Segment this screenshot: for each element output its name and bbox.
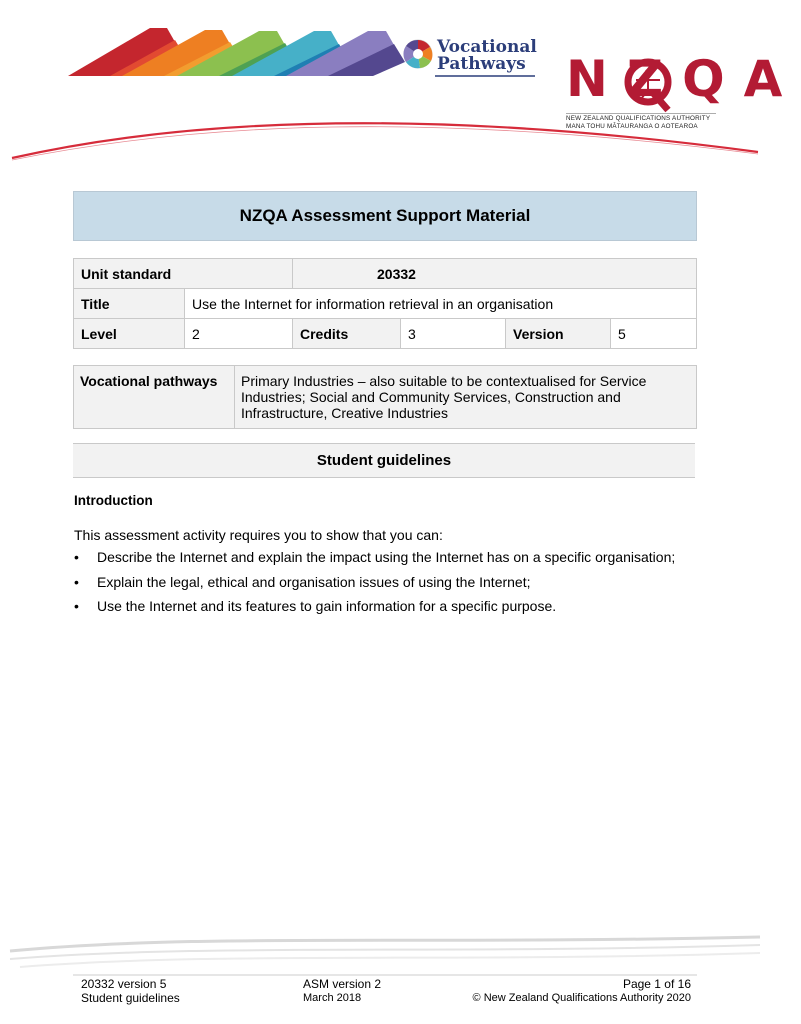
unit-standard-label: Unit standard — [74, 259, 293, 289]
unit-info-table — [73, 258, 697, 349]
list-item: • Describe the Internet and explain the impact using the Internet has on a specific organisation; — [74, 547, 675, 572]
credits-value: 3 — [401, 319, 506, 349]
table-row — [74, 289, 697, 319]
introduction-heading: Introduction — [74, 493, 153, 508]
footer-page-number: Page 1 of 16 — [622, 977, 691, 991]
table-row — [74, 259, 697, 289]
level-label: Level — [74, 319, 185, 349]
version-label: Version — [506, 319, 611, 349]
footer-asm-version: ASM version 2 — [303, 977, 382, 991]
footer-unit-version: 20332 version 5 — [81, 977, 167, 991]
vocational-pathways-table — [73, 365, 697, 429]
level-value: 2 — [185, 319, 293, 349]
nzqa-logo-nz — [566, 50, 801, 108]
vocational-pathways-value: Primary Industries – also suitable to be contextualised for Service Industries; Social and Community Services, Construction and Infrastructure, Creative Industries — [235, 366, 697, 429]
table-row — [74, 319, 697, 349]
student-guidelines-heading: Student guidelines — [73, 443, 695, 478]
introduction-bullet-list — [74, 547, 675, 621]
introduction-text: This assessment activity requires you to show that you can: — [74, 527, 443, 543]
title-label: Title — [74, 289, 185, 319]
footer-date: March 2018 — [303, 992, 362, 1004]
credits-label: Credits — [293, 319, 401, 349]
list-item: • Explain the legal, ethical and organisation issues of using the Internet; — [74, 572, 675, 597]
vp-logo-line2: Pathways — [437, 54, 526, 74]
footer-doc-type: Student guidelines — [81, 991, 180, 1005]
pathways-stripes-graphic — [68, 28, 405, 76]
version-value: 5 — [611, 319, 697, 349]
document-title: NZQA Assessment Support Material — [73, 191, 697, 241]
vocational-pathways-label: Vocational pathways — [74, 366, 235, 429]
footer-right — [473, 977, 691, 1005]
title-value: Use the Internet for information retrieval in an organisation — [185, 289, 697, 319]
footer-left — [81, 977, 180, 1005]
footer-copyright: © New Zealand Qualifications Authority 2020 — [472, 992, 691, 1004]
list-item: • Use the Internet and its features to gain information for a specific purpose. — [74, 596, 675, 621]
nzqa-authority-name: NEW ZEALAND QUALIFICATIONS AUTHORITY — [566, 115, 711, 122]
unit-standard-value: 20332 — [293, 259, 697, 289]
footer-center — [303, 977, 381, 1005]
vocational-pathways-logo-icon — [403, 40, 432, 68]
vp-logo-line1: Vocational — [437, 37, 537, 57]
nzqa-maori-name: MANA TOHU MĀTAURANGA O AOTEAROA — [566, 123, 698, 130]
nzqa-logo-text: NZQA — [566, 50, 801, 108]
table-row — [74, 366, 697, 429]
